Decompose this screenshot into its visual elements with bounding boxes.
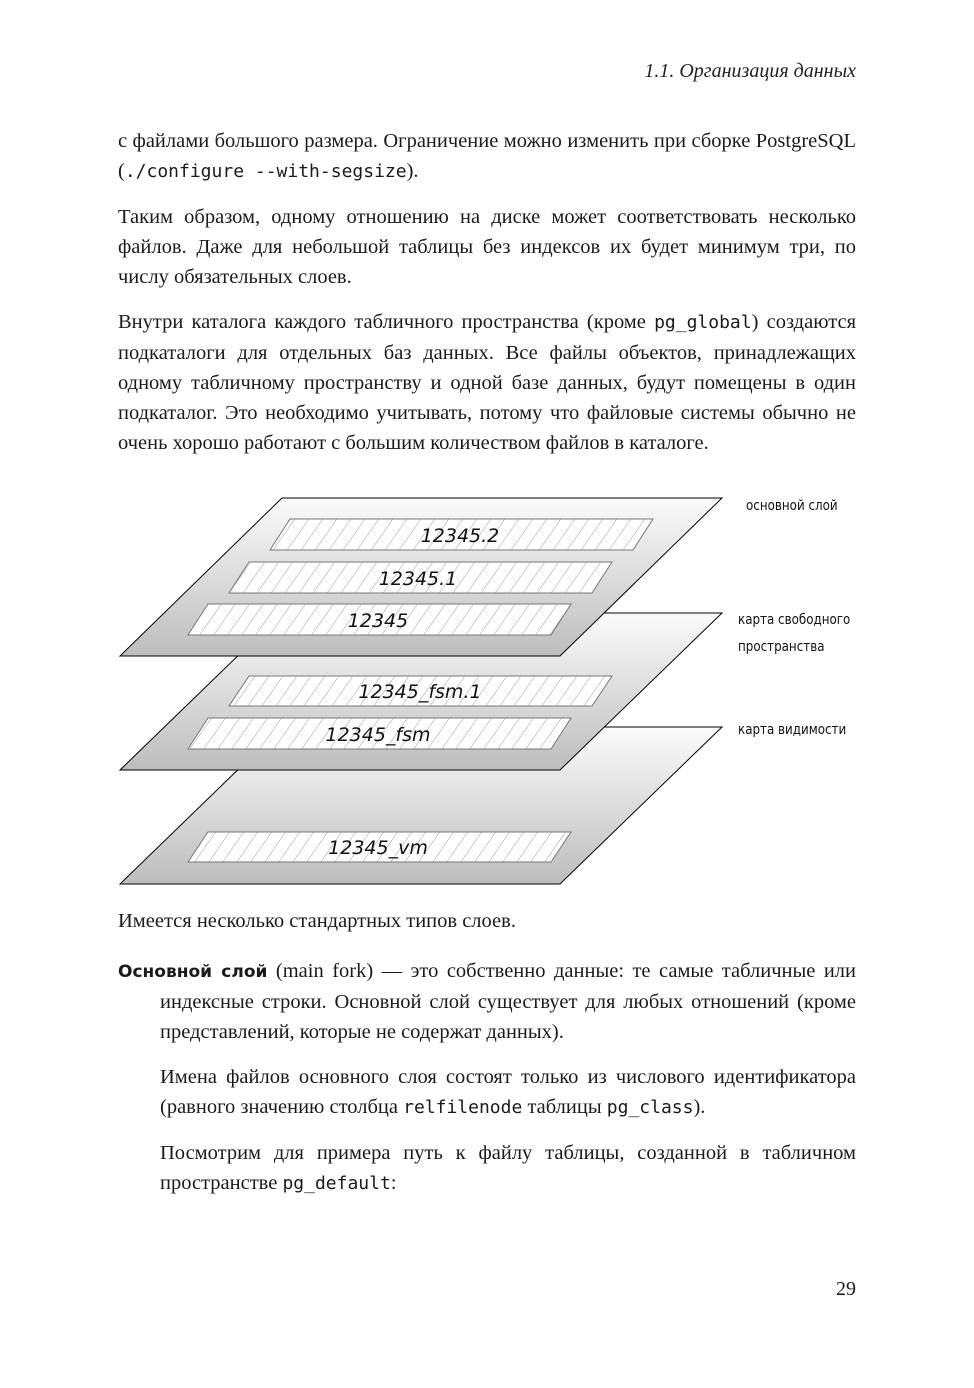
- definition-term: Основной слой: [118, 962, 268, 982]
- fork-types-text: [118, 906, 856, 1214]
- definition-main-fork: [118, 956, 856, 1047]
- code-pg-class: pg_class: [606, 1097, 694, 1118]
- label-fsm-line2: пространства: [738, 639, 825, 655]
- code-relfilenode: relfilenode: [403, 1097, 523, 1118]
- file-12345: 12345: [347, 610, 409, 632]
- code-configure: ./configure --with-segsize: [124, 161, 407, 182]
- label-fsm-line1: карта свободного: [738, 612, 851, 628]
- paragraph-segsize: с файлами большого размера. Ограничение можно изменить при сборке PostgreSQL (./configure --with-segsize).: [118, 130, 856, 182]
- paragraph-relfilenode: Имена файлов основного слоя состоят только из числового идентификатора (равного значению столбца relfilenode таблицы pg_class).: [160, 1066, 856, 1118]
- label-vm: карта видимости: [738, 722, 847, 738]
- code-pg-global: pg_global: [654, 312, 752, 333]
- running-head: 1.1. Организация данных: [644, 60, 856, 82]
- paragraph-example-path: Посмотрим для примера путь к файлу таблицы, созданной в табличном пространстве pg_default:: [160, 1142, 856, 1194]
- intro-text: [118, 126, 856, 473]
- definition-desc: (main fork) — это собственно данные: те самые табличные или индексные строки. Основной слой существует для любых отношений (кроме представлений, которые не содержат данных).: [160, 960, 856, 1043]
- file-12345-vm: 12345_vm: [328, 837, 428, 859]
- code-pg-default: pg_default: [282, 1173, 391, 1194]
- file-12345-1: 12345.1: [378, 568, 458, 590]
- paragraph-fork-types: Имеется несколько стандартных типов слоев.: [118, 910, 516, 932]
- file-12345-fsm: 12345_fsm: [325, 724, 431, 746]
- file-12345-fsm-1: 12345_fsm.1: [358, 681, 482, 703]
- paragraph-files: Таким образом, одному отношению на диске может соответствовать несколько файлов. Даже для небольшой таблицы без индексов их будет минимум три, по числу обязательных слоев.: [118, 206, 856, 288]
- label-main-fork: основной слой: [746, 498, 838, 514]
- forks-diagram: [0, 490, 974, 890]
- paragraph-subdirs: Внутри каталога каждого табличного пространства (кроме pg_global) создаются подкаталоги для отдельных баз данных. Все файлы объектов, принадлежащих одному табличному пространству и одной базе данных, будут помещены в один подкаталог. Это необходимо учитывать, потому что файловые системы обычно не очень хорошо работают с большим количеством файлов в каталоге.: [118, 311, 856, 454]
- page-number: 29: [836, 1278, 856, 1300]
- layers-illustration: [0, 490, 974, 890]
- file-12345-2: 12345.2: [420, 525, 500, 547]
